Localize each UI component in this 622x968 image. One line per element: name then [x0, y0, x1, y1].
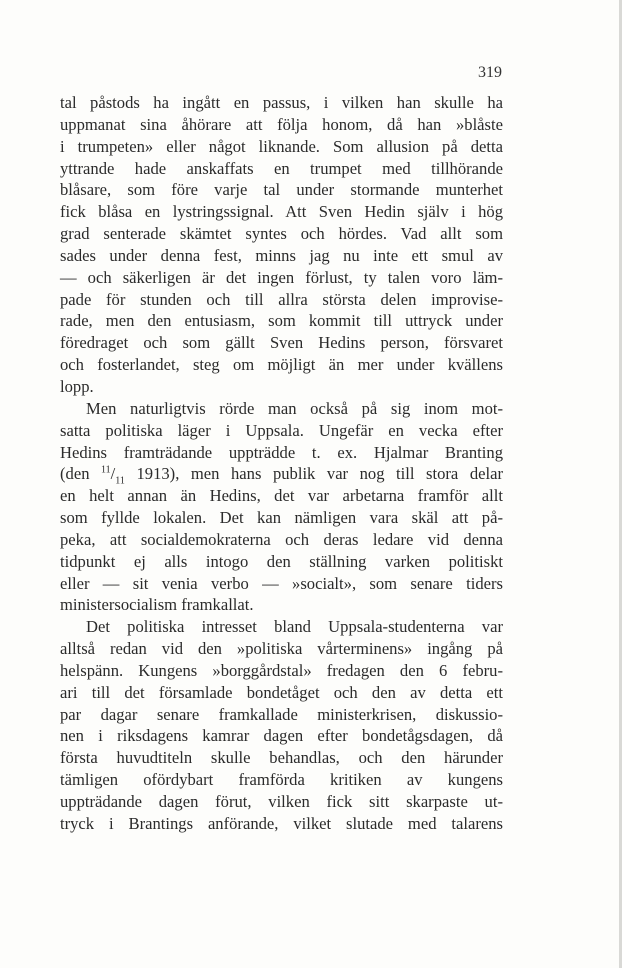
text-line: helspänn. Kungens »borggårdstal» fredagen den 6 febru- — [60, 660, 503, 680]
text-line: fick blåsa en lystringssignal. Att Sven Hedin själv i hög — [60, 202, 503, 222]
text-line: ari till det församlade bondetåget och den av detta ett — [60, 682, 503, 702]
text-line: sades under denna fest, minns jag nu inte ett smul av — [60, 245, 503, 265]
text-line: nen i riksdagens kamrar dagen efter bondetågsdagen, då — [60, 726, 503, 746]
text-line: pade för stunden och till allra största delen improvise- — [60, 289, 503, 309]
text-line: satta politiska läger i Uppsala. Ungefär en vecka efter — [60, 420, 503, 440]
text-line: lopp. — [60, 376, 94, 396]
text-line: en helt annan än Hedins, det var arbetarna framför allt — [60, 486, 503, 506]
date-rest: 1913), men hans publik var nog till stora delar — [124, 464, 503, 484]
date-month-subscript: 11 — [115, 475, 125, 487]
text-line: som fyllde lokalen. Det kan nämligen vara skäl att på- — [60, 508, 503, 528]
text-line: och fosterlandet, steg om möjligt än mer under kvällens — [60, 355, 503, 375]
text-line: tal påstods ha ingått en passus, i vilken han skulle ha — [60, 93, 503, 112]
text-line: tryck i Brantings anförande, vilket slutade med talarens — [60, 813, 503, 833]
text-line: uppmanat sina åhörare att följa honom, då han »blåste — [60, 114, 503, 134]
text-line: uppträdande dagen förut, vilken fick sitt skarpaste ut- — [60, 792, 503, 811]
date-slash: / — [110, 464, 116, 484]
text-line: grad senterade skämtet syntes och hördes. Vad allt som — [60, 224, 503, 244]
text-line: i trumpeten» eller något liknande. Som allusion på detta — [60, 136, 503, 156]
paragraph-start-line: Det politiska intresset bland Uppsala-studenterna var — [86, 617, 503, 637]
text-line: eller — sit venia verbo — »socialt», som senare tiders — [60, 573, 503, 593]
text-line: yttrande hade anskaffats en trumpet med tillhörande — [60, 158, 503, 178]
text-line: föredraget och som gällt Sven Hedins person, försvaret — [60, 333, 503, 353]
text-line: alltså redan vid den »politiska vårterminens» ingång på — [60, 639, 503, 659]
date-day-superscript: 11 — [101, 464, 111, 476]
text-line: ministersocialism framkallat. — [60, 595, 254, 615]
text-line: första huvudtiteln skulle behandlas, och den härunder — [60, 748, 503, 768]
text-line: par dagar senare framkallade ministerkrisen, diskussio- — [60, 704, 503, 724]
date-text-line — [60, 463, 503, 485]
date-open: (den — [60, 464, 102, 484]
text-line: — och säkerligen är det ingen förlust, ty talen voro läm- — [60, 267, 503, 287]
text-line: blåsare, som före varje tal under stormande munterhet — [60, 180, 503, 200]
text-line: tämligen ofördybart framförda kritiken av kungens — [60, 770, 503, 790]
text-line: rade, men den entusiasm, som kommit till uttryck under — [60, 311, 503, 331]
text-line: Hedins framträdande uppträdde t. ex. Hjalmar Branting — [60, 442, 503, 462]
text-line: tidpunkt ej alls intogo den ställning varken politiskt — [60, 551, 503, 571]
paragraph-start-line: Men naturligtvis rörde man också på sig inom mot- — [86, 398, 503, 418]
body-text — [60, 92, 503, 835]
page-number: 319 — [478, 64, 502, 81]
text-line: peka, att socialdemokraterna och deras ledare vid denna — [60, 529, 503, 549]
